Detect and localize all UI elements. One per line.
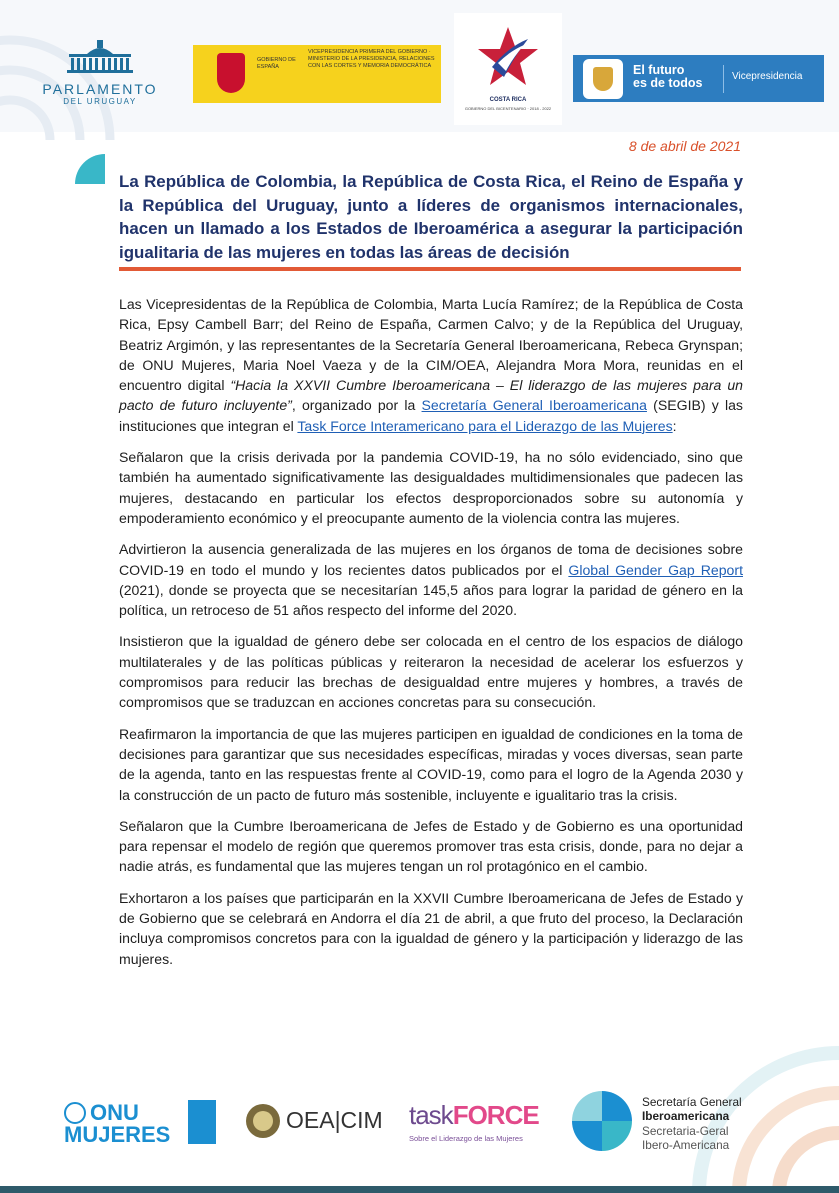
colombia-coat-of-arms-icon [583, 59, 623, 99]
segib-es-name [642, 1095, 742, 1123]
task-force-wordmark [409, 1100, 539, 1131]
p1-text-d: : [672, 417, 677, 434]
global-gender-gap-link[interactable]: Global Gender Gap Report [568, 561, 743, 578]
costa-rica-sub: GOBIERNO DEL BICENTENARIO · 2018 - 2022 [464, 106, 552, 111]
colombia-slogan-line-1: El futuro [633, 63, 685, 77]
paragraph-7: Exhortaron a los países que participarán en la XXVII Cumbre Iberoamericana de Jefes de Estado y de Gobierno que se celebrará en Andorra el día 21 de abril, a que fruto del proceso, la Declaración incluya compromisos concretos para con la igualdad de género y la participación y liderazgo de las mujeres. [119, 889, 743, 967]
parliament-building-icon [65, 40, 135, 74]
vicepresidencia-colombia-logo [573, 55, 824, 102]
p1-event-title: “Hacia la XXVII Cumbre Iberoamericana – El liderazgo de las mujeres para un pacto de futuro incluyente” [119, 377, 743, 414]
segib-logo [572, 1091, 747, 1153]
segib-line-4: Ibero-Americana [642, 1138, 730, 1152]
un-women-mark-icon [188, 1100, 216, 1144]
paragraph-1 [119, 294, 743, 436]
onu-mujeres-logo [64, 1100, 216, 1145]
oea-cim-text: OEA|CIM [286, 1107, 383, 1133]
paragraph-3 [119, 539, 743, 620]
colombia-slogan [633, 64, 702, 90]
segib-pt-name [642, 1124, 729, 1152]
costa-rica-star-icon [478, 27, 538, 87]
segib-line-2: Iberoamericana [642, 1109, 730, 1123]
paragraph-6: Señalaron que la Cumbre Iberoamericana de Jefes de Estado y de Gobierno es una oportunidad para repensar el modelo de región que queremos promover tras esta crisis, donde, para no dejar a nadie atrás, es fundamental que las mujeres tengan un rol protagónico en el cambio. [119, 817, 743, 875]
spain-coat-of-arms-icon [217, 53, 245, 93]
oea-seal-icon [246, 1104, 280, 1138]
paragraph-4: Insistieron que la igualdad de género debe ser colocada en el centro de los espacios de diálogo multilaterales y de las políticas públicas y reiteraron la necesidad de acelerar los esfuerzos y compromisos para reducir las brechas de desigualdad entre mujeres y hombres, a través de compromisos que se traduzcan en acciones concretas para su consecución. [119, 633, 743, 711]
parlamento-sub: DEL URUGUAY [63, 97, 137, 106]
p3-text-b: (2021), donde se proyecta que se necesitarían 145,5 años para lograr la paridad de género en la política, un retroceso de 51 años respecto del informe del 2020. [119, 581, 743, 619]
costa-rica-bicentenario-logo [454, 13, 562, 125]
colombia-slogan-line-2: es de todos [633, 76, 703, 90]
colombia-logo-divider [723, 65, 724, 93]
segib-emblem-icon [572, 1091, 632, 1151]
oea-cim-logo [246, 1101, 386, 1141]
p1-text-c: (SEGIB) y las instituciones que integran el [119, 397, 743, 434]
title-accent-shape [75, 154, 105, 184]
p1-text-b: , organizado por la [291, 397, 422, 414]
task-text: task [409, 1100, 453, 1130]
gobierno-espana-text: GOBIERNO DE ESPAÑA [257, 57, 296, 70]
segib-link[interactable]: Secretaría General Iberoamericana [421, 397, 647, 414]
task-force-logo [409, 1100, 554, 1150]
segib-line-1: Secretaría General [642, 1095, 742, 1109]
onu-text: ONU [90, 1100, 139, 1125]
task-force-link[interactable]: Task Force Interamericano para el Liderazgo de las Mujeres [297, 417, 673, 434]
un-globe-icon [64, 1102, 86, 1124]
p3-text-a: Advirtieron la ausencia generalizada de las mujeres en los órganos de toma de decisiones sobre COVID-19 en todo el mundo y los recientes datos publicados por el [119, 541, 743, 578]
task-force-subtitle: Sobre el Liderazgo de las Mujeres [409, 1134, 523, 1143]
document-body [119, 294, 743, 980]
title-rule [119, 267, 741, 271]
force-text: FORCE [452, 1100, 539, 1130]
gobierno-espana-logo [193, 45, 441, 103]
document-date: 8 de abril de 2021 [628, 138, 741, 154]
ministerio-text: VICEPRESIDENCIA PRIMERA DEL GOBIERNO · MINISTERIO DE LA PRESIDENCIA, RELACIONES CON LAS CORTES Y MEMORIA DEMOCRÁTICA [308, 49, 435, 69]
footer-strip [0, 1186, 839, 1193]
parlamento-name: PARLAMENTO [42, 81, 158, 97]
segib-line-3: Secretaria-Geral [642, 1124, 729, 1138]
paragraph-2: Señalaron que la crisis derivada por la pandemia COVID-19, ha no sólo evidenciado, sino que también ha aumentado significativamente las desigualdades multidimensionales que padecen las mujeres, destacando en particular los efectos desproporcionados sobre su autonomía y empoderamiento económico y el preocupante aumento de la violencia contra las mujeres. [119, 449, 743, 526]
costa-rica-name: COSTA RICA [489, 97, 527, 103]
paragraph-5: Reafirmaron la importancia de que las mujeres participen en igualdad de condiciones en la toma de decisiones para garantizar que sus necesidades específicas, miradas y voces diversas, sean parte de la agenda, tanto en las respuestas frente al COVID-19, como para el logro de la Agenda 2030 y la construcción de un pacto de futuro más sostenible, incluyente e igualitario tras la crisis. [119, 725, 743, 803]
p1-text-a: Las Vicepresidentas de la República de Colombia, Marta Lucía Ramírez; de la República de Costa Rica, Epsy Cambell Barr; del Reino de España, Carmen Calvo; y de la República del Uruguay, Beatriz Argimón, y las representantes de la Secretaría General Iberoamericana, Rebeca Grynspan; de ONU Mujeres, Maria Noel Vaeza y de la CIM/OEA, Alejandra Mora Mora, reunidas en el encuentro digital [119, 296, 743, 394]
document-title: La República de Colombia, la República de Costa Rica, el Reino de España y la República del Uruguay, junto a líderes de organismos internacionales, hacen un llamado a los Estados de Iberoamérica a asegurar la participación igualitaria de las mujeres en todas las áreas de decisión [119, 172, 743, 262]
mujeres-text: MUJERES [64, 1122, 171, 1147]
parlamento-uruguay-logo [30, 40, 170, 115]
colombia-office: Vicepresidencia [732, 71, 803, 82]
